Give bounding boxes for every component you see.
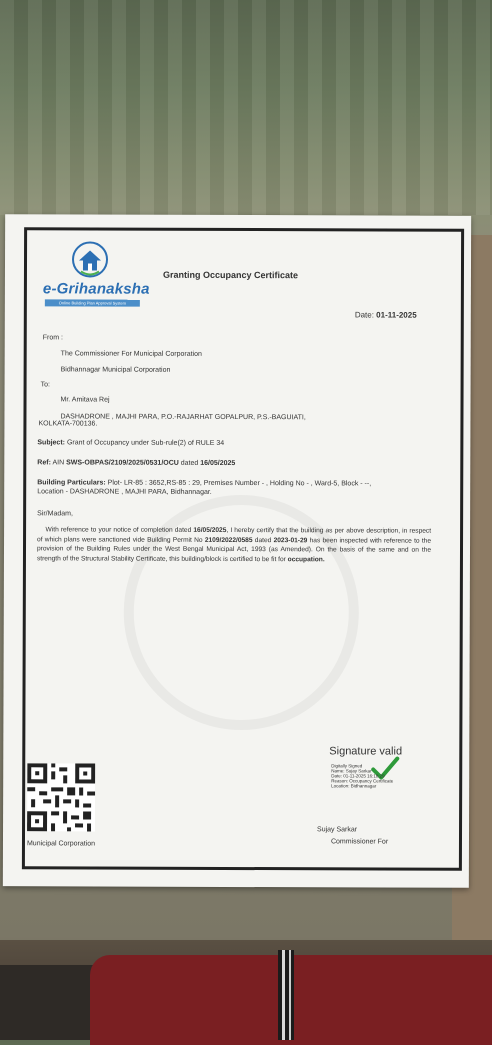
subject-text: Grant of Occupancy under Sub-rule(2) of RULE 34: [66, 439, 225, 447]
to-label: To:: [40, 381, 50, 389]
from-line-2: Bidhannagar Municipal Corporation: [60, 366, 171, 374]
signature-status: Signature valid: [329, 745, 403, 758]
body-text-3: dated: [254, 536, 272, 544]
date-value: 01-11-2025: [376, 310, 417, 320]
ref-date: 16/05/2025: [200, 459, 236, 467]
sig-line-2: Name: Sujay Sarkar: [331, 768, 372, 774]
reference-line: [37, 458, 235, 468]
qr-code[interactable]: [27, 763, 95, 831]
body-occupation: occupation.: [287, 555, 325, 564]
digital-signature-details[interactable]: [331, 763, 393, 788]
e-grihanaksha-logo: [43, 240, 153, 310]
building-details-1: Plot- LR-85 : 3652,RS-85 : 29, Premises Number - , Holding No - , Ward-5, Block - --,: [107, 479, 372, 488]
certificate-title: Granting Occupancy Certificate: [162, 269, 299, 281]
recipient-address-2: KOLKATA-700136.: [38, 420, 98, 428]
cloth-stripe: [278, 950, 294, 1040]
body-text-1: With reference to your notice of completion dated: [45, 526, 192, 534]
footer-left-text: Municipal Corporation: [26, 840, 96, 848]
body-date-2: 2023-01-29: [273, 536, 308, 544]
body-text-4: has been inspected with reference to the provision of the Building Rules under the West Bengal Municipal Act, 1993 (as Amended). On the basis of the same and on the strength of the Structural Stability Certificate, this building/block is certified to be fit for: [36, 536, 432, 563]
body-date-1: 16/05/2025: [193, 526, 227, 534]
recipient-address-1: DASHADRONE , MAJHI PARA, P.O.-RAJARHAT GOPALPUR, P.S.-BAGUIATI,: [60, 413, 306, 422]
house-icon: [43, 240, 153, 282]
body-text-2: , I hereby certify that the building as per above description, in respect of which plans were sanctioned vide Building Permit No: [37, 526, 432, 544]
from-label: From :: [42, 334, 63, 342]
salutation: Sir/Madam,: [37, 510, 73, 518]
sig-line-3: Date: 01-11-2025 16:18:29: [331, 773, 385, 779]
issue-date: [355, 310, 417, 319]
signer-name: Sujay Sarkar: [317, 826, 358, 834]
sig-line-4: Reason: Occupancy Certificate: [331, 778, 394, 784]
body-permit: 2109/2022/0585: [204, 536, 253, 544]
logo-tagline: Online Building Plan Approval System: [45, 299, 140, 306]
ref-label: Ref:: [37, 459, 51, 467]
ref-prefix: AIN: [52, 459, 65, 467]
ref-number: SWS-OBPAS/2109/2025/0531/OCU: [66, 459, 179, 467]
sig-line-1: Digitally Signed: [331, 763, 363, 769]
subject-line: [37, 438, 224, 448]
background-blinds: [0, 0, 492, 215]
subject-label: Subject:: [37, 439, 66, 447]
signer-title: Commissioner For: [330, 838, 389, 846]
building-details-2: Location - DASHADRONE , MAJHI PARA, Bidhannagar.: [37, 488, 212, 496]
certificate-body: [37, 525, 431, 565]
sig-line-5: Location: Bidhannagar: [331, 783, 377, 789]
recipient-name: Mr. Amitava Rej: [60, 396, 110, 404]
from-line-1: The Commissioner For Municipal Corporation: [60, 350, 202, 358]
date-label: Date:: [354, 310, 374, 320]
certificate-paper: [3, 214, 471, 888]
logo-name: e-Grihanaksha: [42, 280, 150, 298]
building-label: Building Particulars:: [37, 479, 106, 487]
ref-dated: dated: [180, 459, 199, 467]
